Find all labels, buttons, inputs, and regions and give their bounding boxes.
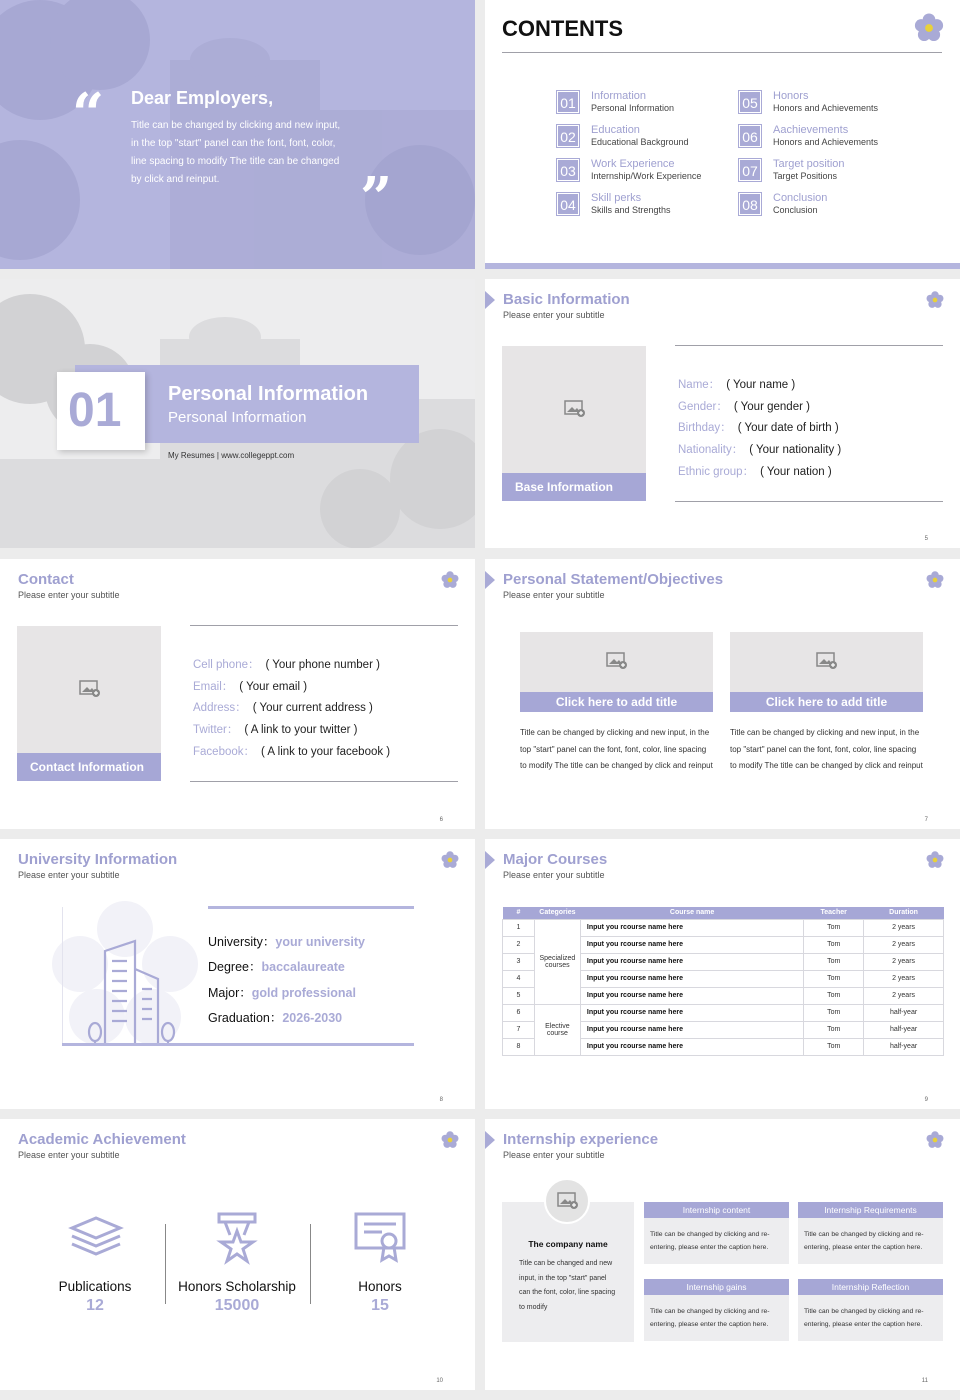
section-title: Personal Information xyxy=(168,383,369,405)
contents-item-number: 07 xyxy=(739,159,761,181)
title-marker xyxy=(485,291,495,309)
contents-item-title: Skill perks xyxy=(591,192,642,204)
contents-item-title: Work Experience xyxy=(591,158,675,170)
page-number: 8 xyxy=(439,1097,443,1103)
row-number: 4 xyxy=(503,970,535,987)
flower-icon xyxy=(441,571,459,589)
university-field-label: University： xyxy=(208,935,276,949)
teacher-cell: Tom xyxy=(804,936,864,953)
open-quote-mark: “ xyxy=(72,81,105,147)
photo-label: Contact Information xyxy=(17,753,161,781)
contents-item[interactable] xyxy=(739,191,909,221)
stat-label: Publications xyxy=(58,1279,132,1294)
row-number: 1 xyxy=(503,919,535,936)
flower-icon xyxy=(926,851,944,869)
category-cell: Specialized courses xyxy=(534,919,580,1004)
university-field xyxy=(208,957,345,975)
slide-basic-information xyxy=(485,279,960,548)
table-header-cell: Course name xyxy=(580,907,803,919)
info-field-value[interactable]: ( Your date of birth ) xyxy=(737,422,839,435)
slide-cover-letter xyxy=(0,0,475,269)
row-number: 3 xyxy=(503,953,535,970)
info-field-value[interactable]: ( Your current address ) xyxy=(252,702,373,715)
info-field xyxy=(678,463,832,479)
info-field-label: Nationality： xyxy=(678,444,744,457)
course-name-cell[interactable]: Input you rcourse name here xyxy=(580,1004,803,1021)
books-icon xyxy=(68,1214,124,1260)
contents-item[interactable] xyxy=(557,191,727,221)
slide-internship-experience xyxy=(485,1119,960,1390)
contents-item-number: 04 xyxy=(557,193,579,215)
image-icon xyxy=(557,1192,579,1210)
internship-box-title: Internship gains xyxy=(644,1279,789,1295)
teacher-cell: Tom xyxy=(804,987,864,1004)
contents-item-subtitle: Conclusion xyxy=(773,205,818,215)
info-field xyxy=(193,743,390,759)
contents-item[interactable] xyxy=(739,123,909,153)
duration-cell: 2 years xyxy=(864,987,944,1004)
info-field-label: Email： xyxy=(193,680,234,693)
row-number: 8 xyxy=(503,1038,535,1055)
info-field-label: Cell phone： xyxy=(193,659,260,671)
university-field xyxy=(208,932,365,950)
row-number: 7 xyxy=(503,1021,535,1038)
internship-box-text: Title can be changed by clicking and re-entering, please enter the caption here. xyxy=(798,1218,943,1264)
info-field-value[interactable]: ( A link to your facebook ) xyxy=(261,745,391,758)
university-field-label: Degree： xyxy=(208,960,262,975)
section-subtitle: Personal Information xyxy=(168,409,307,426)
table-header-cell: Categories xyxy=(534,907,580,919)
contents-item-title: Honors xyxy=(773,90,809,102)
slide-contents xyxy=(485,0,960,269)
duration-cell: half-year xyxy=(864,1021,944,1038)
image-icon xyxy=(564,400,586,418)
contents-divider xyxy=(502,52,942,53)
slide-major-courses xyxy=(485,839,960,1109)
university-field-value[interactable]: your university xyxy=(275,935,365,949)
title-marker xyxy=(485,851,495,869)
duration-cell: 2 years xyxy=(864,919,944,936)
flower-icon xyxy=(926,571,944,589)
slide-title: Internship experience xyxy=(503,1131,659,1148)
slide-title: University Information xyxy=(18,851,178,868)
internship-box-text: Title can be changed by clicking and re-entering, please enter the caption here. xyxy=(644,1218,789,1264)
slide-subtitle: Please enter your subtitle xyxy=(503,310,605,320)
internship-box-title: Internship Reflection xyxy=(798,1279,943,1295)
contents-item-subtitle: Internship/Work Experience xyxy=(591,171,702,181)
info-field-label: Ethnic group： xyxy=(678,465,755,478)
slide-subtitle: Please enter your subtitle xyxy=(503,870,605,880)
duration-cell: 2 years xyxy=(864,970,944,987)
contents-item-number: 02 xyxy=(557,125,579,147)
contents-bottom-bar xyxy=(485,263,960,269)
row-number: 5 xyxy=(503,987,535,1004)
section-number: 01 xyxy=(68,384,122,437)
info-field-value[interactable]: ( Your email ) xyxy=(239,680,308,693)
info-field-label: Facebook： xyxy=(193,745,256,758)
table-row xyxy=(503,1004,944,1021)
contents-title: CONTENTS xyxy=(502,16,623,41)
photo-placeholder[interactable] xyxy=(502,346,646,501)
row-number: 2 xyxy=(503,936,535,953)
page-number: 6 xyxy=(439,817,443,823)
slide-subtitle: Please enter your subtitle xyxy=(18,1150,120,1160)
image-icon xyxy=(606,652,628,670)
info-field-value[interactable]: ( A link to your twitter ) xyxy=(244,724,358,737)
course-name-cell[interactable]: Input you rcourse name here xyxy=(580,1021,803,1038)
university-field xyxy=(208,1008,342,1026)
info-field-value[interactable]: ( Your name ) xyxy=(726,379,796,391)
info-bottom-line xyxy=(675,501,943,502)
contents-item[interactable] xyxy=(557,123,727,153)
duration-cell: half-year xyxy=(864,1004,944,1021)
university-field xyxy=(208,983,356,1001)
course-name-cell[interactable]: Input you rcourse name here xyxy=(580,970,803,987)
info-field xyxy=(193,699,373,715)
contents-item-subtitle: Honors and Achievements xyxy=(773,137,879,147)
slide-subtitle: Please enter your subtitle xyxy=(503,590,605,600)
title-marker xyxy=(485,1131,495,1149)
contents-item-title: Target position xyxy=(773,158,845,170)
certificate-icon xyxy=(353,1211,407,1263)
contents-item-number: 06 xyxy=(739,125,761,147)
card-image-placeholder[interactable] xyxy=(730,632,923,712)
slide-subtitle: Please enter your subtitle xyxy=(18,870,120,880)
title-marker xyxy=(485,571,495,589)
stat-value: 15 xyxy=(371,1297,389,1314)
slide1-heading: Dear Employers, xyxy=(131,88,274,108)
card-image-placeholder[interactable] xyxy=(520,632,713,712)
courses-table xyxy=(502,907,944,1056)
slide-title: Personal Statement/Objectives xyxy=(503,571,724,588)
contents-item[interactable] xyxy=(557,89,727,119)
internship-box-title: Internship content xyxy=(644,1202,789,1218)
contents-item-number: 03 xyxy=(557,159,579,181)
table-header-row xyxy=(503,907,944,919)
info-field-value[interactable]: ( Your gender ) xyxy=(733,400,810,413)
info-field xyxy=(678,441,841,457)
contents-item[interactable] xyxy=(739,157,909,187)
university-field-value[interactable]: gold professional xyxy=(251,985,356,1000)
page-number: 9 xyxy=(924,1097,928,1103)
teacher-cell: Tom xyxy=(804,1004,864,1021)
card-title-button[interactable]: Click here to add title xyxy=(730,692,923,712)
internship-box-title: Internship Requirements xyxy=(798,1202,943,1218)
info-field-label: Birthday： xyxy=(678,422,732,435)
teacher-cell: Tom xyxy=(804,953,864,970)
company-logo-placeholder[interactable] xyxy=(544,1178,590,1224)
course-name-cell[interactable]: Input you rcourse name here xyxy=(580,919,803,936)
contents-item[interactable] xyxy=(739,89,909,119)
teacher-cell: Tom xyxy=(804,1038,864,1055)
flower-icon xyxy=(441,1131,459,1149)
slide-title: Major Courses xyxy=(503,851,608,868)
university-field-value[interactable]: baccalaureate xyxy=(261,960,345,975)
info-field-value[interactable]: ( Your nationality ) xyxy=(749,444,842,457)
duration-cell: 2 years xyxy=(864,953,944,970)
uni-bottom-line xyxy=(62,1043,414,1046)
photo-placeholder[interactable] xyxy=(17,626,161,781)
info-field xyxy=(678,376,795,392)
slide-section-01 xyxy=(0,279,475,548)
contents-item-title: Aachievements xyxy=(773,124,849,136)
contents-item-number: 08 xyxy=(739,193,761,215)
slide-subtitle: Please enter your subtitle xyxy=(503,1150,605,1160)
info-field xyxy=(193,678,307,694)
info-field-label: Gender： xyxy=(678,400,728,413)
table-row xyxy=(503,919,944,936)
page-number: 10 xyxy=(436,1378,443,1384)
company-name: The company name xyxy=(528,1239,608,1249)
page-number: 7 xyxy=(924,817,928,823)
internship-box-text: Title can be changed by clicking and re-entering, please enter the caption here. xyxy=(798,1295,943,1341)
info-field xyxy=(193,721,358,737)
photo-label: Base Information xyxy=(502,473,646,501)
info-field xyxy=(193,656,380,672)
info-field-value[interactable]: ( Your phone number ) xyxy=(265,659,380,671)
info-field-label: Name： xyxy=(678,379,721,391)
course-name-cell[interactable]: Input you rcourse name here xyxy=(580,1038,803,1055)
teacher-cell: Tom xyxy=(804,919,864,936)
flower-icon xyxy=(441,851,459,869)
duration-cell: half-year xyxy=(864,1038,944,1055)
slide-academic-achievement xyxy=(0,1119,475,1390)
uni-left-line xyxy=(62,907,63,1043)
slide-university-information xyxy=(0,839,475,1109)
contents-item-subtitle: Skills and Strengths xyxy=(591,205,671,215)
page-number: 11 xyxy=(921,1378,928,1384)
contents-item-subtitle: Personal Information xyxy=(591,103,675,113)
image-icon xyxy=(79,680,101,698)
card-text: Title can be changed by clicking and new input, in the top "start" panel can the font, font, color, line spacing to modify The title can be changed by click and reinput xyxy=(520,728,713,770)
course-name-cell[interactable]: Input you rcourse name here xyxy=(580,936,803,953)
table-header-cell: Duration xyxy=(864,907,944,919)
card-title-button[interactable]: Click here to add title xyxy=(520,692,713,712)
slide-subtitle: Please enter your subtitle xyxy=(18,590,120,600)
contents-item-subtitle: Target Positions xyxy=(773,171,838,181)
contents-item-number: 01 xyxy=(557,91,579,113)
course-name-cell[interactable]: Input you rcourse name here xyxy=(580,953,803,970)
info-field-label: Address： xyxy=(193,702,247,715)
info-field-label: Twitter： xyxy=(193,724,239,737)
contents-item-subtitle: Educational Background xyxy=(591,137,689,147)
internship-box-text: Title can be changed by clicking and re-entering, please enter the caption here. xyxy=(644,1295,789,1341)
info-field xyxy=(678,419,839,435)
contents-item-subtitle: Honors and Achievements xyxy=(773,103,879,113)
table-header-cell: Teacher xyxy=(804,907,864,919)
info-top-line xyxy=(675,345,943,346)
stat-value: 15000 xyxy=(214,1297,260,1314)
university-field-label: Graduation： xyxy=(208,1010,283,1025)
teacher-cell: Tom xyxy=(804,1021,864,1038)
category-cell: Elective course xyxy=(534,1004,580,1055)
contents-item-title: Information xyxy=(591,90,647,102)
course-name-cell[interactable]: Input you rcourse name here xyxy=(580,987,803,1004)
slide-contact xyxy=(0,559,475,829)
slide-title: Academic Achievement xyxy=(18,1131,186,1148)
slide-personal-statement xyxy=(485,559,960,829)
uni-top-line xyxy=(208,906,414,909)
slide1-body: Title can be changed by clicking and new input, in the top "start" panel can the font, font, color, line spacing to modify The title can be changed by click and reinput. xyxy=(131,120,341,185)
info-field xyxy=(678,398,810,414)
stat-label: Honors Scholarship xyxy=(178,1279,296,1294)
info-top-line xyxy=(190,625,458,626)
row-number: 6 xyxy=(503,1004,535,1021)
close-quote-mark: ” xyxy=(360,165,393,231)
info-bottom-line xyxy=(190,781,458,782)
contents-item-title: Education xyxy=(591,124,640,136)
slide-title: Contact xyxy=(18,571,74,588)
contents-item-title: Conclusion xyxy=(773,192,828,204)
stat-value: 12 xyxy=(86,1297,104,1314)
flower-icon xyxy=(926,1131,944,1149)
image-icon xyxy=(816,652,838,670)
teacher-cell: Tom xyxy=(804,970,864,987)
slide-title: Basic Information xyxy=(503,291,630,308)
flower-icon xyxy=(926,291,944,309)
university-field-value[interactable]: 2026-2030 xyxy=(282,1010,343,1025)
building-illustration xyxy=(50,899,200,1049)
university-field-label: Major： xyxy=(208,985,252,1000)
page-number: 5 xyxy=(924,536,928,542)
section-footer: My Resumes | www.collegeppt.com xyxy=(168,451,295,460)
info-field-value[interactable]: ( Your nation ) xyxy=(760,465,832,478)
company-text: Title can be changed and new input, in the top "start" panel can the font, color, line spacing to modify xyxy=(519,1260,616,1311)
card-text: Title can be changed by clicking and new input, in the top "start" panel can the font, font, color, line spacing to modify The title can be changed by click and reinput xyxy=(730,728,923,770)
flower-icon xyxy=(914,13,944,43)
duration-cell: 2 years xyxy=(864,936,944,953)
medal-icon xyxy=(216,1211,258,1265)
table-header-cell: # xyxy=(503,907,535,919)
contents-item[interactable] xyxy=(557,157,727,187)
stat-label: Honors xyxy=(358,1279,402,1294)
contents-item-number: 05 xyxy=(739,91,761,113)
